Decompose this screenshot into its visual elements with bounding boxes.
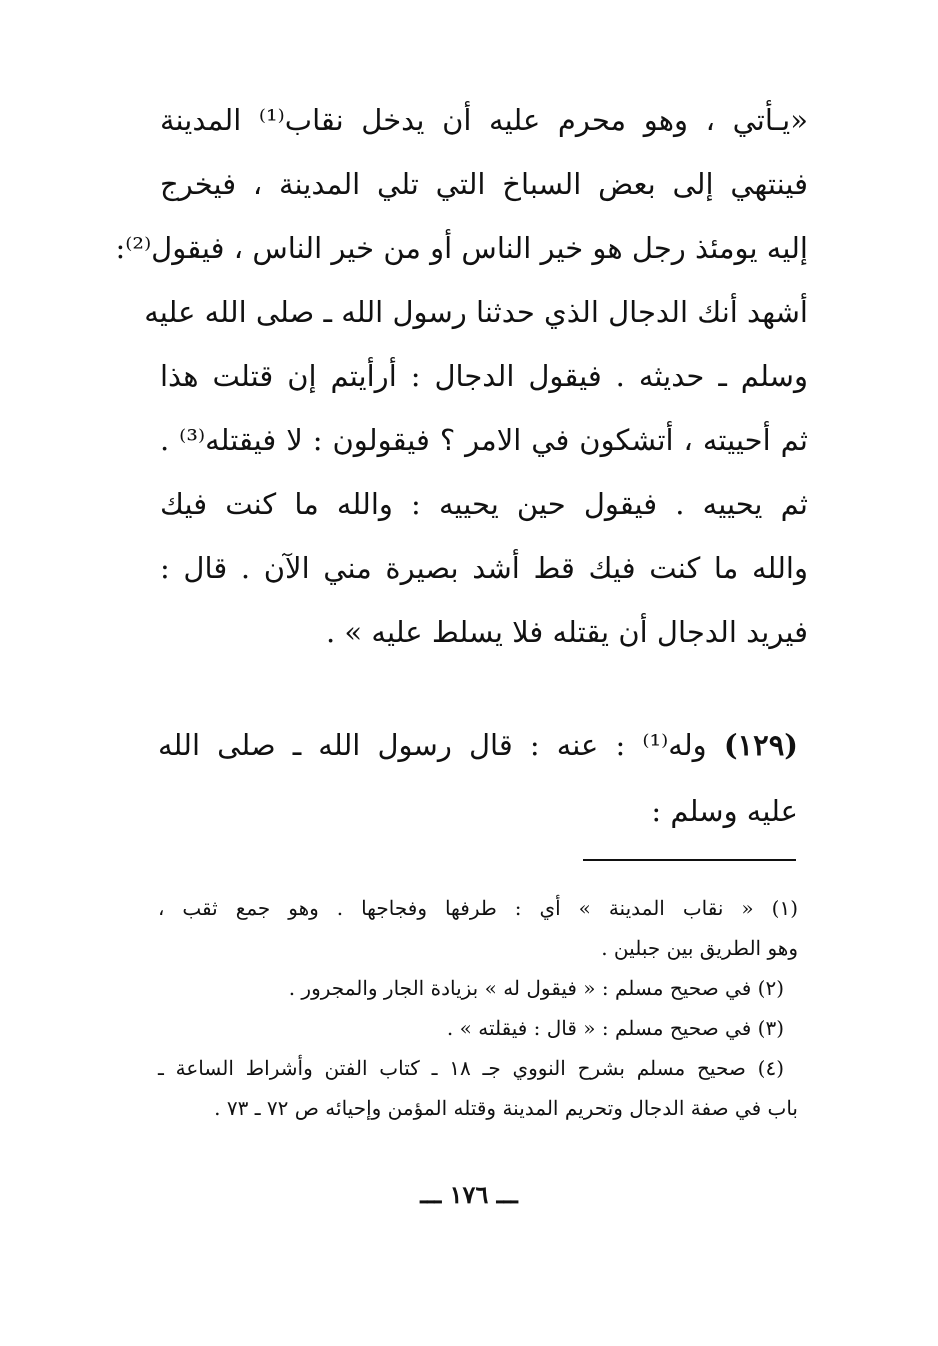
footnote-2-number: (٢) — [757, 976, 784, 1000]
footnote-1-number: (١) — [771, 896, 798, 920]
footnote-1-continuation: وهو الطريق بين جبلين . — [601, 936, 798, 960]
footnote-4-number: (٤) — [757, 1056, 784, 1080]
footnote-1-text: « نقاب المدينة » أي : طرفها وفجاجها . وهو جمع ثقب ، — [158, 896, 754, 920]
text-line-6: ثم أحييته ، أتشكون في الامر ؟ فيقولون : لا فيقتله⁽³⁾ . — [160, 423, 808, 457]
footnote-1 — [158, 888, 798, 928]
footnote-3-number: (٣) — [757, 1016, 784, 1040]
text-line-4: أشهد أنك الدجال الذي حدثنا رسول الله ـ صلى الله عليه — [144, 295, 808, 329]
footnote-3 — [158, 1008, 798, 1048]
footnote-4-text: صحيح مسلم بشرح النووي جـ ١٨ ـ كتاب الفتن وأشراط الساعة ـ — [158, 1056, 746, 1080]
footnote-2-text: في صحيح مسلم : « فيقول له » بزيادة الجار والمجرور . — [288, 976, 752, 1000]
hadith-number: (١٢٩) — [723, 728, 799, 762]
text-line-3: إليه يومئذ رجل هو خير الناس أو من خير الناس ، فيقول⁽²⁾: — [115, 231, 808, 265]
footnote-4-continuation: باب في صفة الدجال وتحريم المدينة وقتله المؤمن وإحيائه ص ٧٢ ـ ٧٣ . — [214, 1096, 798, 1120]
text-line-5: وسلم ـ حديثه . فيقول الدجال : أرأيتم إن قتلت هذا — [160, 359, 808, 393]
text-line-7: ثم يحييه . فيقول حين يحييه : والله ما كنت فيك — [160, 487, 808, 521]
hadith-line-2: عليه وسلم : — [651, 794, 798, 828]
footnote-2 — [158, 968, 798, 1008]
text-line-9: فيريد الدجال أن يقتله فلا يسلط عليه » . — [326, 615, 808, 649]
hadith-line-1-text: وله⁽¹⁾ : عنه : قال رسول الله ـ صلى الله — [158, 728, 707, 762]
text-line-1: «يـأتي ، وهو محرم عليه أن يدخل نقاب⁽¹⁾ المدينة — [160, 103, 808, 137]
hadith-heading — [158, 712, 798, 844]
footnote-4 — [158, 1048, 798, 1088]
footnote-3-text: في صحيح مسلم : « قال : فيقلته » . — [446, 1016, 752, 1040]
hadith-line-1 — [158, 712, 798, 778]
main-text — [115, 88, 808, 664]
text-line-2: فينتهي إلى بعض السباخ التي تلي المدينة ، فيخرج — [160, 167, 808, 201]
footnote-divider — [583, 859, 796, 861]
text-line-8: والله ما كنت فيك قط أشد بصيرة مني الآن . قال : — [160, 551, 808, 585]
page-number: ـــ ١٧٦ ـــ — [420, 1180, 518, 1209]
footnotes — [158, 888, 798, 1128]
